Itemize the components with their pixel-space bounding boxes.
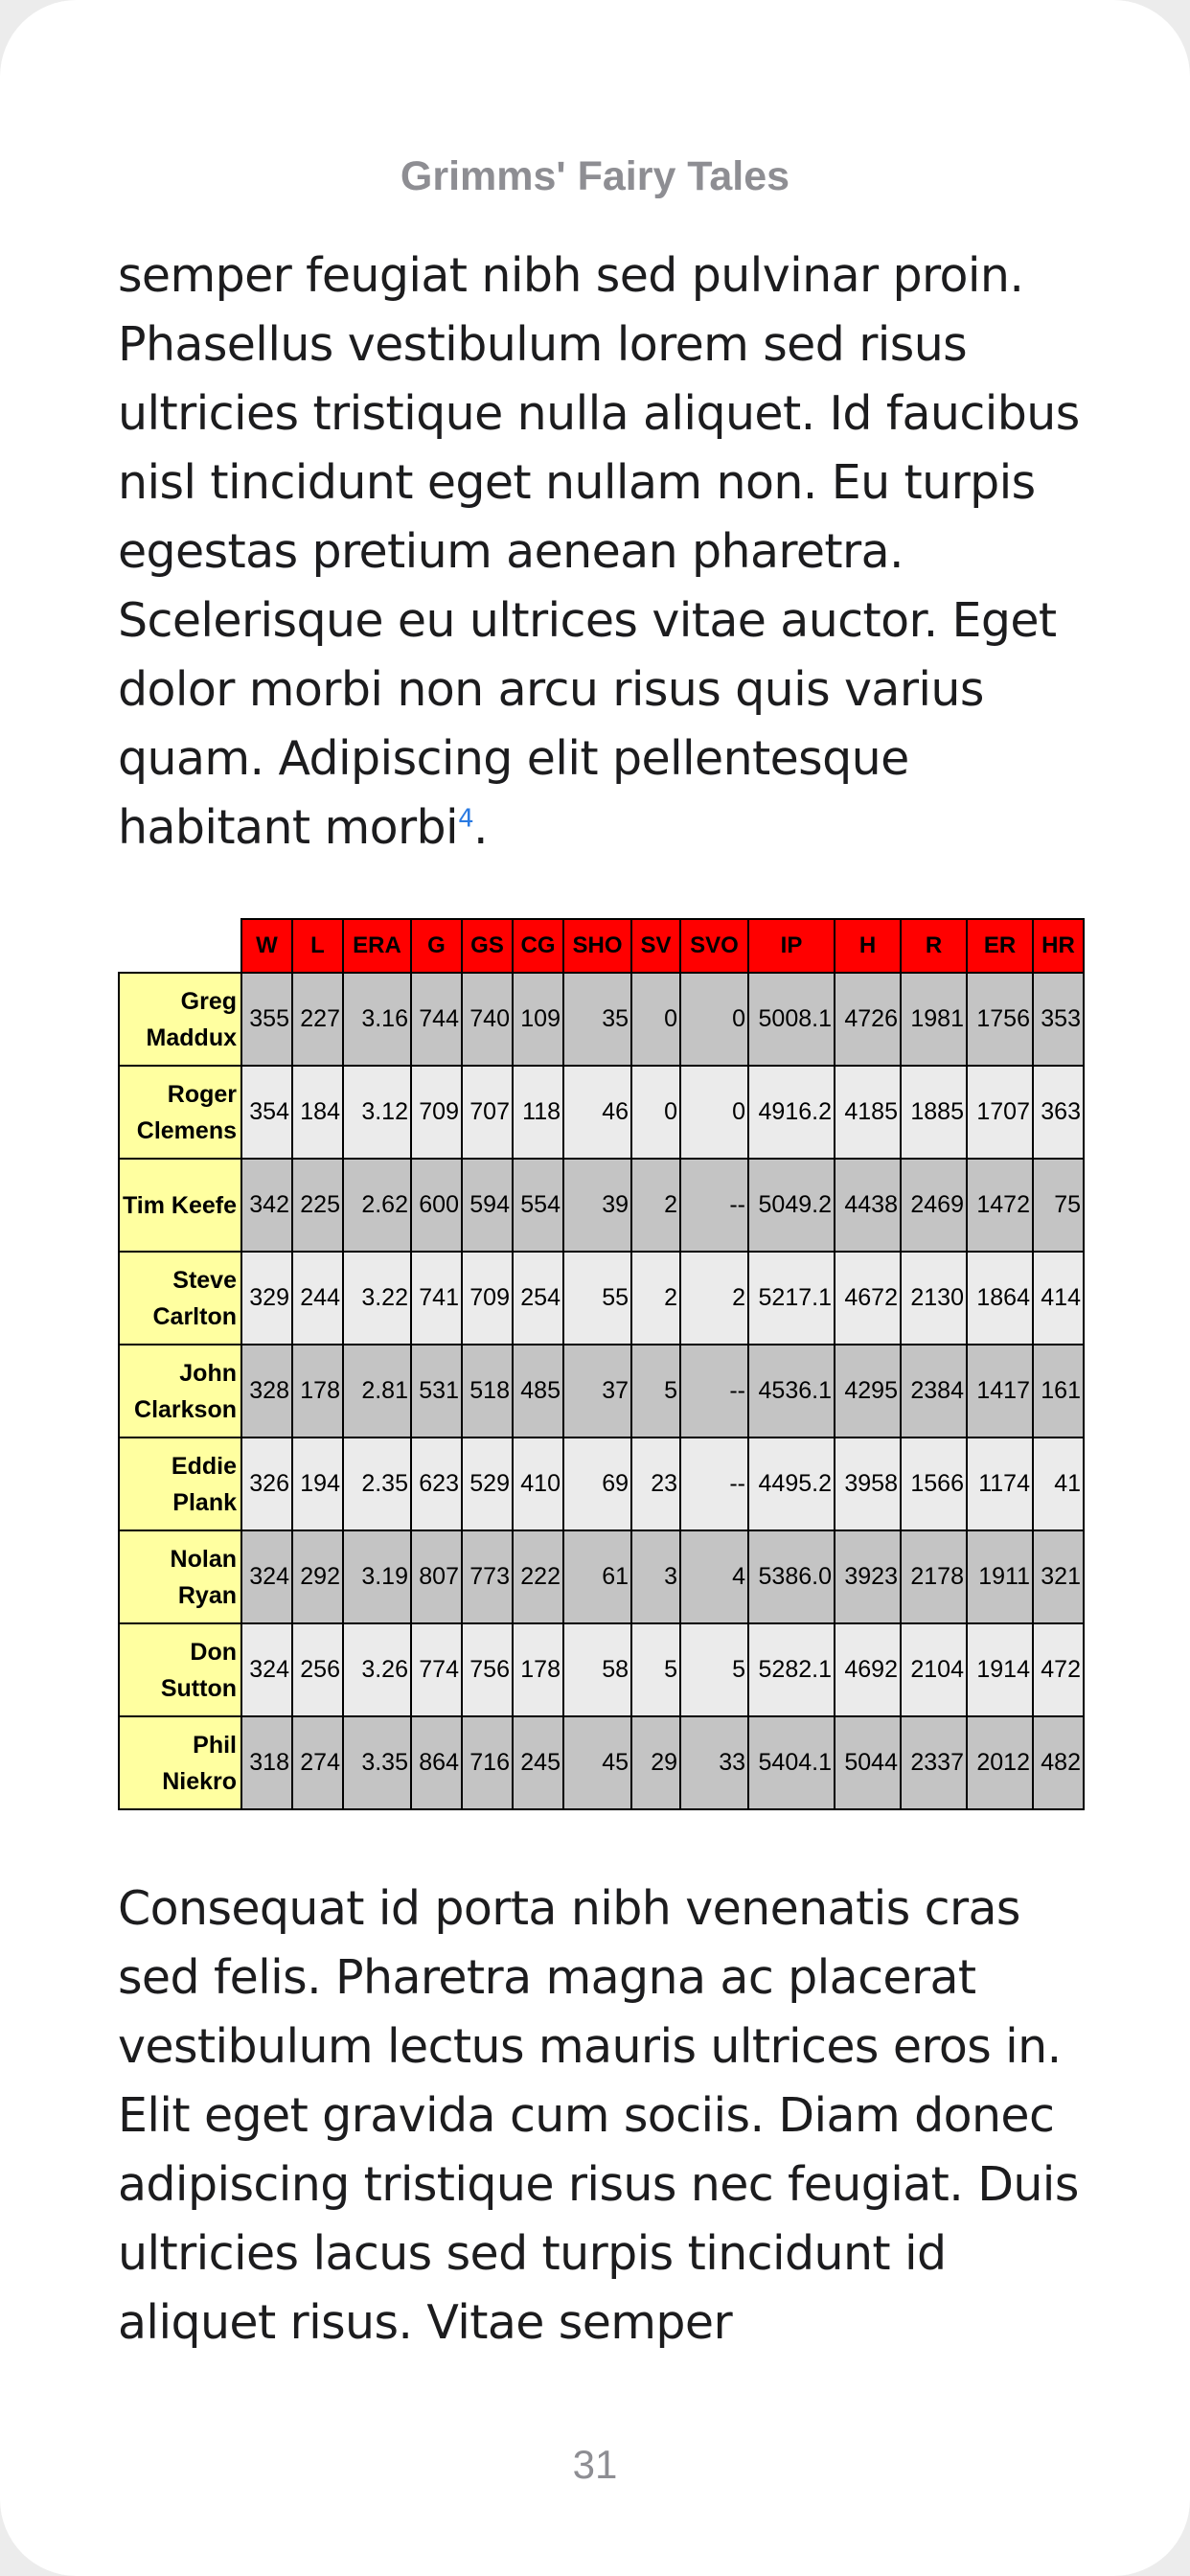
stat-cell: 324 [241, 1623, 292, 1716]
stat-cell: 4672 [835, 1252, 901, 1345]
column-header-r: R [901, 919, 967, 973]
stat-cell: 355 [241, 973, 292, 1066]
stat-cell: 2104 [901, 1623, 967, 1716]
stat-cell: 0 [680, 973, 748, 1066]
column-header-g: G [411, 919, 462, 973]
stat-cell: 0 [680, 1066, 748, 1159]
stat-cell: 61 [563, 1530, 631, 1623]
stat-cell: 472 [1033, 1623, 1084, 1716]
stat-cell: 529 [462, 1438, 513, 1530]
stat-cell: 410 [513, 1438, 563, 1530]
stat-cell: 2384 [901, 1345, 967, 1438]
stat-cell: 3.22 [343, 1252, 411, 1345]
stat-cell: 33 [680, 1716, 748, 1809]
stat-cell: 744 [411, 973, 462, 1066]
stat-cell: 5 [631, 1623, 680, 1716]
footnote-link[interactable]: 4 [458, 804, 474, 834]
stat-cell: 245 [513, 1716, 563, 1809]
column-header-cg: CG [513, 919, 563, 973]
stat-cell: 118 [513, 1066, 563, 1159]
stat-cell: 39 [563, 1159, 631, 1252]
stat-cell: -- [680, 1159, 748, 1252]
stat-cell: 194 [292, 1438, 343, 1530]
column-header-svo: SVO [680, 919, 748, 973]
table-body [119, 973, 1084, 1809]
stat-cell: 161 [1033, 1345, 1084, 1438]
stat-cell: 244 [292, 1252, 343, 1345]
player-name: Tim Keefe [119, 1159, 241, 1252]
player-name: Eddie Plank [119, 1438, 241, 1530]
stat-cell: 326 [241, 1438, 292, 1530]
stat-cell: 222 [513, 1530, 563, 1623]
stat-cell: 4495.2 [748, 1438, 835, 1530]
table-corner [119, 919, 241, 973]
stat-cell: 3958 [835, 1438, 901, 1530]
stat-cell: 2 [631, 1252, 680, 1345]
stat-cell: 3.26 [343, 1623, 411, 1716]
stat-cell: -- [680, 1345, 748, 1438]
stat-cell: 5217.1 [748, 1252, 835, 1345]
stat-cell: 5386.0 [748, 1530, 835, 1623]
paragraph-1-text: semper feugiat nibh sed pulvinar proin. Phasellus vestibulum lorem sed risus ultricies tristique nulla aliquet. Id faucibus nisl tincidunt eget nullam non. Eu turpis egestas pretium aenean pharetra. Scelerisque eu ultrices vitae auctor. Eget dolor morbi non arcu risus quis varius quam. Adipiscing elit pellentesque habitant morbi [118, 248, 1080, 855]
stat-cell: 0 [631, 1066, 680, 1159]
stat-cell: 329 [241, 1252, 292, 1345]
stat-cell: 5404.1 [748, 1716, 835, 1809]
stat-cell: 5044 [835, 1716, 901, 1809]
stat-cell: 4692 [835, 1623, 901, 1716]
stat-cell: 75 [1033, 1159, 1084, 1252]
table-row [119, 1623, 1084, 1716]
stat-cell: 29 [631, 1716, 680, 1809]
stat-cell: 3.35 [343, 1716, 411, 1809]
column-header-era: ERA [343, 919, 411, 973]
stat-cell: 353 [1033, 973, 1084, 1066]
stat-cell: 2130 [901, 1252, 967, 1345]
stat-cell: 2469 [901, 1159, 967, 1252]
stat-cell: 1756 [967, 973, 1033, 1066]
stat-cell: 3 [631, 1530, 680, 1623]
stat-cell: 23 [631, 1438, 680, 1530]
table-row [119, 1716, 1084, 1809]
column-header-w: W [241, 919, 292, 973]
column-header-ip: IP [748, 919, 835, 973]
stat-cell: 5 [631, 1345, 680, 1438]
stat-cell: 709 [411, 1066, 462, 1159]
stat-cell: 1914 [967, 1623, 1033, 1716]
column-header-er: ER [967, 919, 1033, 973]
stat-cell: 600 [411, 1159, 462, 1252]
stat-cell: 256 [292, 1623, 343, 1716]
stat-cell: 3.12 [343, 1066, 411, 1159]
table-row [119, 1530, 1084, 1623]
stat-cell: 324 [241, 1530, 292, 1623]
paragraph-1-end: . [473, 800, 488, 855]
stat-cell: 554 [513, 1159, 563, 1252]
stat-cell: 3.19 [343, 1530, 411, 1623]
stat-cell: 227 [292, 973, 343, 1066]
stat-cell: 2.81 [343, 1345, 411, 1438]
stat-cell: 2178 [901, 1530, 967, 1623]
stat-cell: 274 [292, 1716, 343, 1809]
column-header-sho: SHO [563, 919, 631, 973]
table-row [119, 1066, 1084, 1159]
stat-cell: 1707 [967, 1066, 1033, 1159]
stat-cell: 1417 [967, 1345, 1033, 1438]
stat-cell: 1566 [901, 1438, 967, 1530]
stat-cell: 4 [680, 1530, 748, 1623]
stat-cell: 2.35 [343, 1438, 411, 1530]
player-name: Greg Maddux [119, 973, 241, 1066]
stat-cell: 1472 [967, 1159, 1033, 1252]
stat-cell: 716 [462, 1716, 513, 1809]
stat-cell: 3923 [835, 1530, 901, 1623]
stat-cell: 5 [680, 1623, 748, 1716]
stat-cell: 518 [462, 1345, 513, 1438]
stat-cell: 1981 [901, 973, 967, 1066]
stat-cell: 109 [513, 973, 563, 1066]
stat-cell: 4916.2 [748, 1066, 835, 1159]
player-name: Nolan Ryan [119, 1530, 241, 1623]
table-row [119, 1252, 1084, 1345]
book-title: Grimms' Fairy Tales [400, 153, 790, 199]
table-row [119, 1159, 1084, 1252]
stat-cell: 2337 [901, 1716, 967, 1809]
stat-cell: 4185 [835, 1066, 901, 1159]
table-header-row [119, 919, 1084, 973]
stat-cell: 318 [241, 1716, 292, 1809]
page-number: 31 [572, 2442, 618, 2487]
column-header-l: L [292, 919, 343, 973]
player-name: Don Sutton [119, 1623, 241, 1716]
stat-cell: 363 [1033, 1066, 1084, 1159]
stat-cell: 354 [241, 1066, 292, 1159]
paragraph-2: Consequat id porta nibh venenatis cras sed felis. Pharetra magna ac placerat vestibulum lectus mauris ultrices eros in. Elit eget gravida cum sociis. Diam donec adipiscing tristique risus nec feugiat. Duis ultricies lacus sed turpis tincidunt id aliquet risus. Vitae semper [118, 1881, 1079, 2350]
stat-cell: 414 [1033, 1252, 1084, 1345]
stat-cell: 2.62 [343, 1159, 411, 1252]
table-row [119, 1438, 1084, 1530]
stat-cell: 37 [563, 1345, 631, 1438]
stat-cell: 45 [563, 1716, 631, 1809]
stat-cell: 342 [241, 1159, 292, 1252]
stat-cell: 178 [292, 1345, 343, 1438]
stat-cell: 485 [513, 1345, 563, 1438]
stat-cell: 1911 [967, 1530, 1033, 1623]
stat-cell: 1174 [967, 1438, 1033, 1530]
stat-cell: 740 [462, 973, 513, 1066]
stat-cell: 741 [411, 1252, 462, 1345]
player-name: Roger Clemens [119, 1066, 241, 1159]
stat-cell: 531 [411, 1345, 462, 1438]
stat-cell: 328 [241, 1345, 292, 1438]
stat-cell: 2 [631, 1159, 680, 1252]
stat-cell: 773 [462, 1530, 513, 1623]
column-header-sv: SV [631, 919, 680, 973]
stat-cell: 5008.1 [748, 973, 835, 1066]
stat-cell: 184 [292, 1066, 343, 1159]
stat-cell: 864 [411, 1716, 462, 1809]
table-row [119, 1345, 1084, 1438]
stat-cell: -- [680, 1438, 748, 1530]
pitching-stats-table [118, 918, 1085, 1810]
stat-cell: 2012 [967, 1716, 1033, 1809]
stat-cell: 2 [680, 1252, 748, 1345]
stat-cell: 4295 [835, 1345, 901, 1438]
paragraph-1 [118, 242, 1086, 862]
stat-cell: 41 [1033, 1438, 1084, 1530]
stat-cell: 774 [411, 1623, 462, 1716]
stat-cell: 807 [411, 1530, 462, 1623]
player-name: John Clarkson [119, 1345, 241, 1438]
stat-cell: 225 [292, 1159, 343, 1252]
stat-cell: 623 [411, 1438, 462, 1530]
stat-cell: 709 [462, 1252, 513, 1345]
stat-cell: 46 [563, 1066, 631, 1159]
stat-cell: 292 [292, 1530, 343, 1623]
stat-cell: 321 [1033, 1530, 1084, 1623]
stats-table-container [118, 918, 1085, 1810]
stat-cell: 35 [563, 973, 631, 1066]
stat-cell: 4438 [835, 1159, 901, 1252]
stat-cell: 756 [462, 1623, 513, 1716]
stat-cell: 1864 [967, 1252, 1033, 1345]
stat-cell: 3.16 [343, 973, 411, 1066]
stat-cell: 178 [513, 1623, 563, 1716]
stat-cell: 482 [1033, 1716, 1084, 1809]
table-row [119, 973, 1084, 1066]
stat-cell: 58 [563, 1623, 631, 1716]
stat-cell: 254 [513, 1252, 563, 1345]
stat-cell: 69 [563, 1438, 631, 1530]
column-header-gs: GS [462, 919, 513, 973]
stat-cell: 707 [462, 1066, 513, 1159]
stat-cell: 5282.1 [748, 1623, 835, 1716]
column-header-hr: HR [1033, 919, 1084, 973]
player-name: Steve Carlton [119, 1252, 241, 1345]
stat-cell: 55 [563, 1252, 631, 1345]
stat-cell: 5049.2 [748, 1159, 835, 1252]
player-name: Phil Niekro [119, 1716, 241, 1809]
stat-cell: 1885 [901, 1066, 967, 1159]
stat-cell: 4536.1 [748, 1345, 835, 1438]
stat-cell: 4726 [835, 973, 901, 1066]
stat-cell: 0 [631, 973, 680, 1066]
stat-cell: 594 [462, 1159, 513, 1252]
column-header-h: H [835, 919, 901, 973]
